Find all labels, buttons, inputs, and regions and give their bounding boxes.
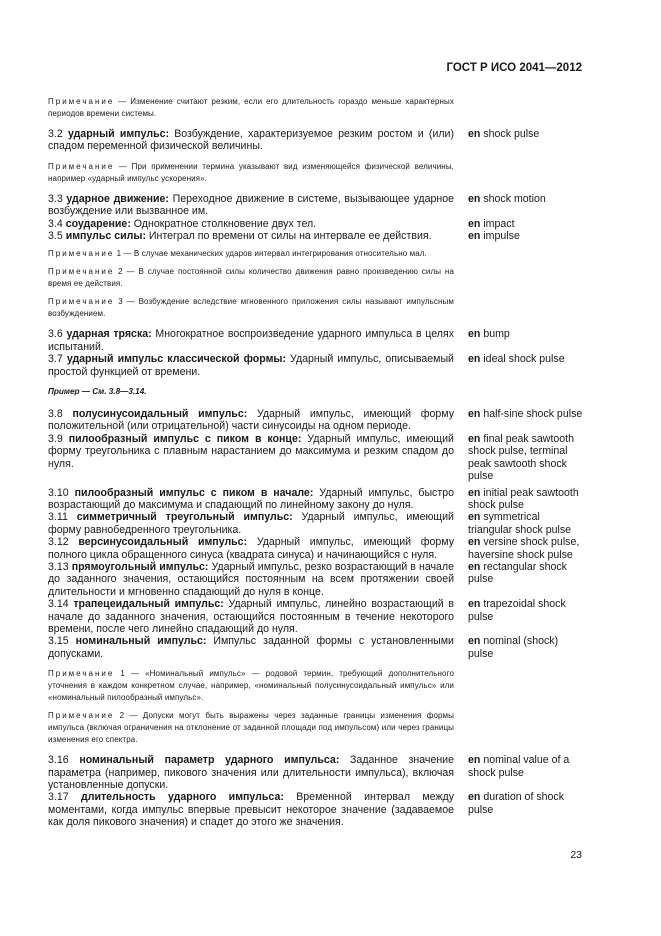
term-name: длительность ударного импульса: xyxy=(81,791,284,804)
en-prefix: en xyxy=(468,536,481,549)
en-prefix: en xyxy=(468,230,481,243)
term-name: импульс силы: xyxy=(65,230,146,243)
term-name: ударное движение: xyxy=(66,192,169,205)
note xyxy=(48,296,454,320)
term-name: прямоугольный импульс: xyxy=(71,560,209,573)
note-label: Примечание xyxy=(48,711,115,721)
term-ru xyxy=(48,598,454,635)
term-name: номинальный импульс: xyxy=(75,635,207,648)
term-en xyxy=(468,635,584,660)
term-number: 3.15 xyxy=(48,635,69,648)
term-english: symmetrical triangular shock pulse xyxy=(468,511,572,536)
term-name: пилообразный импульс с пиком в начале: xyxy=(74,486,314,499)
term-number: 3.9 xyxy=(48,432,63,445)
term-english: nominal value of a shock pulse xyxy=(468,754,570,779)
term-name: ударный импульс классической формы: xyxy=(66,353,286,366)
term-english: bump xyxy=(483,328,510,341)
term-name: ударный импульс: xyxy=(67,128,169,140)
term-entry xyxy=(48,408,584,433)
term-english: duration of shock pulse xyxy=(468,791,565,816)
term-entry xyxy=(48,791,584,828)
term-en xyxy=(468,353,584,378)
term-definition: Интеграл по времени от силы на интервале ее действия. xyxy=(145,230,432,243)
term-english: shock motion xyxy=(483,192,546,205)
page-content xyxy=(48,96,584,829)
term-english: impulse xyxy=(483,230,520,243)
term-number: 3.16 xyxy=(48,754,69,767)
term-en xyxy=(468,487,584,512)
term-en xyxy=(468,230,584,242)
term-definition: Заданное значение параметра (например, пикового значения или длительности импульса), включая установленные допуски. xyxy=(48,754,454,791)
term-ru xyxy=(48,353,454,378)
term-entry xyxy=(48,128,584,153)
document-header: ГОСТ Р ИСО 2041—2012 xyxy=(446,62,582,74)
term-english: trapezoidal shock pulse xyxy=(468,598,566,623)
term-english: initial peak sawtooth shock pulse xyxy=(468,486,579,511)
term-en xyxy=(468,598,584,635)
term-entry xyxy=(48,511,584,536)
note-label: Примечание xyxy=(48,161,115,171)
term-definition: Ударный импульс, описываемый простой функцией от времени. xyxy=(48,353,454,378)
term-ru xyxy=(48,561,454,598)
term-name: ударная тряска: xyxy=(66,328,152,341)
note xyxy=(48,668,454,704)
term-en xyxy=(468,128,584,153)
term-definition: Ударный импульс, быстро возрастающий до максимума и спадающий по линейному закону до нуля. xyxy=(48,486,454,511)
term-en xyxy=(468,536,584,561)
en-prefix: en xyxy=(468,192,481,205)
term-number: 3.6 xyxy=(48,328,63,341)
term-number: 3.14 xyxy=(48,598,69,611)
term-english: rectangular shock pulse xyxy=(468,560,567,586)
note-number: 3 xyxy=(114,297,123,307)
term-ru xyxy=(48,433,454,483)
term-en xyxy=(468,408,584,433)
term-ru xyxy=(48,487,454,512)
term-number: 3.10 xyxy=(48,486,69,499)
term-en xyxy=(468,561,584,598)
note-body: — В случае механических ударов интервал интегрирования относительно мал. xyxy=(121,249,427,259)
term-definition: Временной интервал между моментами, когда импульс впервые превысит некоторое значение (задаваемое как доля пикового значения) и спадет до этого же значения. xyxy=(48,791,454,829)
note xyxy=(48,710,454,746)
term-en xyxy=(468,218,584,230)
term-ru xyxy=(48,128,454,153)
term-definition: Ударный импульс, имеющий форму полного цикла обращенного синуса (квадрата синуса) и начинающийся с нуля. xyxy=(48,536,454,561)
en-prefix: en xyxy=(468,791,481,804)
page-number: 23 xyxy=(570,849,582,861)
term-definition: Ударный импульс, имеющий форму треугольника с плавным нарастанием до максимума и резким спадом до нуля. xyxy=(48,432,454,470)
term-name: пилообразный импульс с пиком в конце: xyxy=(68,432,302,445)
note-label: Примечание xyxy=(48,249,115,259)
en-prefix: en xyxy=(468,217,481,230)
term-number: 3.5 xyxy=(48,230,63,243)
en-prefix: en xyxy=(468,432,481,445)
term-definition: Однократное столкновение двух тел. xyxy=(130,217,317,230)
term-english: final peak sawtooth shock pulse, terminal peak sawtooth shock pulse xyxy=(468,432,575,483)
term-ru xyxy=(48,536,454,561)
en-prefix: en xyxy=(468,598,481,611)
note-body: — Возбуждение вследствие мгновенного приложения силы называют импульсным возбуждением. xyxy=(48,297,455,319)
term-entry xyxy=(48,561,584,598)
term-number: 3.11 xyxy=(48,511,68,524)
note xyxy=(48,266,454,290)
note-body: — При применении термина указывают вид изменяющейся физической величины, например «ударный импульс ускорения». xyxy=(48,161,454,183)
term-entry xyxy=(48,598,584,635)
en-prefix: en xyxy=(468,754,481,767)
en-prefix: en xyxy=(468,635,481,648)
term-entry xyxy=(48,487,584,512)
note xyxy=(48,96,454,120)
term-entry xyxy=(48,754,584,791)
note-body: — «Номинальный импульс» — родовой термин, требующий дополнительного уточнения в каждом конкретном случае, например, «номинальный полусинусоидальный импульс» или «номинальный пилообразный импульс». xyxy=(48,669,455,703)
term-definition: Возбуждение, характеризуемое резким ростом и (или) спадом переменной физической величины. xyxy=(48,128,454,153)
term-name: номинальный параметр ударного импульса: xyxy=(79,754,340,767)
term-number: 3.3 xyxy=(48,192,63,205)
note-label: Примечание xyxy=(48,267,115,277)
term-en xyxy=(468,754,584,791)
term-number: 3.17 xyxy=(48,791,69,804)
term-entry xyxy=(48,218,584,230)
note xyxy=(48,161,454,185)
en-prefix: en xyxy=(468,560,481,573)
term-ru xyxy=(48,635,454,660)
note-body: — В случае постоянной силы количество движения равно произведению силы на время ее действия. xyxy=(48,267,455,289)
term-definition: Импульс заданной формы с установленными допусками. xyxy=(48,635,454,660)
term-en xyxy=(468,193,584,218)
term-en xyxy=(468,328,584,353)
note-number: 1 xyxy=(114,669,125,679)
term-entry xyxy=(48,353,584,378)
term-definition: Ударный импульс, резко возрастающий в начале до заданного значения, остающийся постоянным на всем протяжении своей длительности и мгновенно спадающий до нуля в конце. xyxy=(48,560,454,598)
term-definition: Ударный импульс, линейно возрастающий в начале до заданного значения, остающийся постоянным в течение некоторого времени, после чего линейно спадающий до нуля. xyxy=(48,598,454,635)
term-entry xyxy=(48,328,584,353)
example-reference: Пример — См. 3.8—3.14. xyxy=(48,387,147,397)
en-prefix: en xyxy=(468,328,481,341)
term-english: impact xyxy=(483,217,515,230)
term-entry xyxy=(48,433,584,483)
en-prefix: en xyxy=(468,353,481,366)
en-prefix: en xyxy=(468,408,481,421)
term-definition: Многократное воспроизведение ударного импульса в целях испытаний. xyxy=(48,328,454,353)
term-ru xyxy=(48,230,454,242)
term-entry xyxy=(48,635,584,660)
term-definition: Переходное движение в системе, вызывающее ударное возбуждение или вызванное им. xyxy=(48,192,454,218)
term-entry xyxy=(48,193,584,218)
en-prefix: en xyxy=(468,511,481,524)
note-body: — Изменение считают резким, если его длительность гораздо меньше характерных периодов времени системы. xyxy=(48,97,454,118)
term-number: 3.2 xyxy=(48,128,63,140)
term-en xyxy=(468,511,584,536)
note-number: 1 xyxy=(114,249,122,259)
term-name: соударение: xyxy=(65,217,131,230)
note-label: Примечание xyxy=(48,97,115,106)
term-number: 3.8 xyxy=(48,408,63,421)
term-ru xyxy=(48,791,454,828)
term-number: 3.12 xyxy=(48,536,69,549)
term-definition: Ударный импульс, имеющий форму равнобедренного треугольника. xyxy=(48,511,454,536)
term-english: ideal shock pulse xyxy=(483,353,565,366)
term-number: 3.13 xyxy=(48,560,69,573)
note-number: 2 xyxy=(114,711,125,721)
term-name: симметричный треугольный импульс: xyxy=(76,511,293,524)
term-entry xyxy=(48,536,584,561)
note-label: Примечание xyxy=(48,669,115,679)
note-number: 2 xyxy=(114,267,123,277)
note-body: — Допуски могут быть выражены через заданные границы изменения формы импульса (включая ограничения на отклонение от заданной площади под импульсом) или через границы изменения его спектра. xyxy=(48,711,455,745)
term-entry xyxy=(48,230,584,242)
term-name: версинусоидальный импульс: xyxy=(78,536,248,549)
term-number: 3.4 xyxy=(48,217,63,230)
term-english: half-sine shock pulse xyxy=(483,408,583,421)
term-ru xyxy=(48,193,454,218)
term-number: 3.7 xyxy=(48,353,63,366)
term-en xyxy=(468,791,584,828)
term-ru xyxy=(48,511,454,536)
en-prefix: en xyxy=(468,486,481,499)
term-ru xyxy=(48,754,454,791)
term-english: nominal (shock) pulse xyxy=(468,635,559,660)
note xyxy=(48,248,454,260)
term-english: versine shock pulse, haversine shock pulse xyxy=(468,536,580,561)
term-english: shock pulse xyxy=(483,128,540,140)
term-ru xyxy=(48,328,454,353)
term-definition: Ударный импульс, имеющий форму положительной (или отрицательной) части синусоиды на одном периоде. xyxy=(48,408,454,433)
note-label: Примечание xyxy=(48,297,115,307)
term-en xyxy=(468,433,584,483)
term-name: трапецеидальный импульс: xyxy=(73,598,224,611)
term-ru xyxy=(48,218,454,230)
en-prefix: en xyxy=(468,128,481,140)
term-name: полусинусоидальный импульс: xyxy=(72,408,248,421)
term-ru xyxy=(48,408,454,433)
